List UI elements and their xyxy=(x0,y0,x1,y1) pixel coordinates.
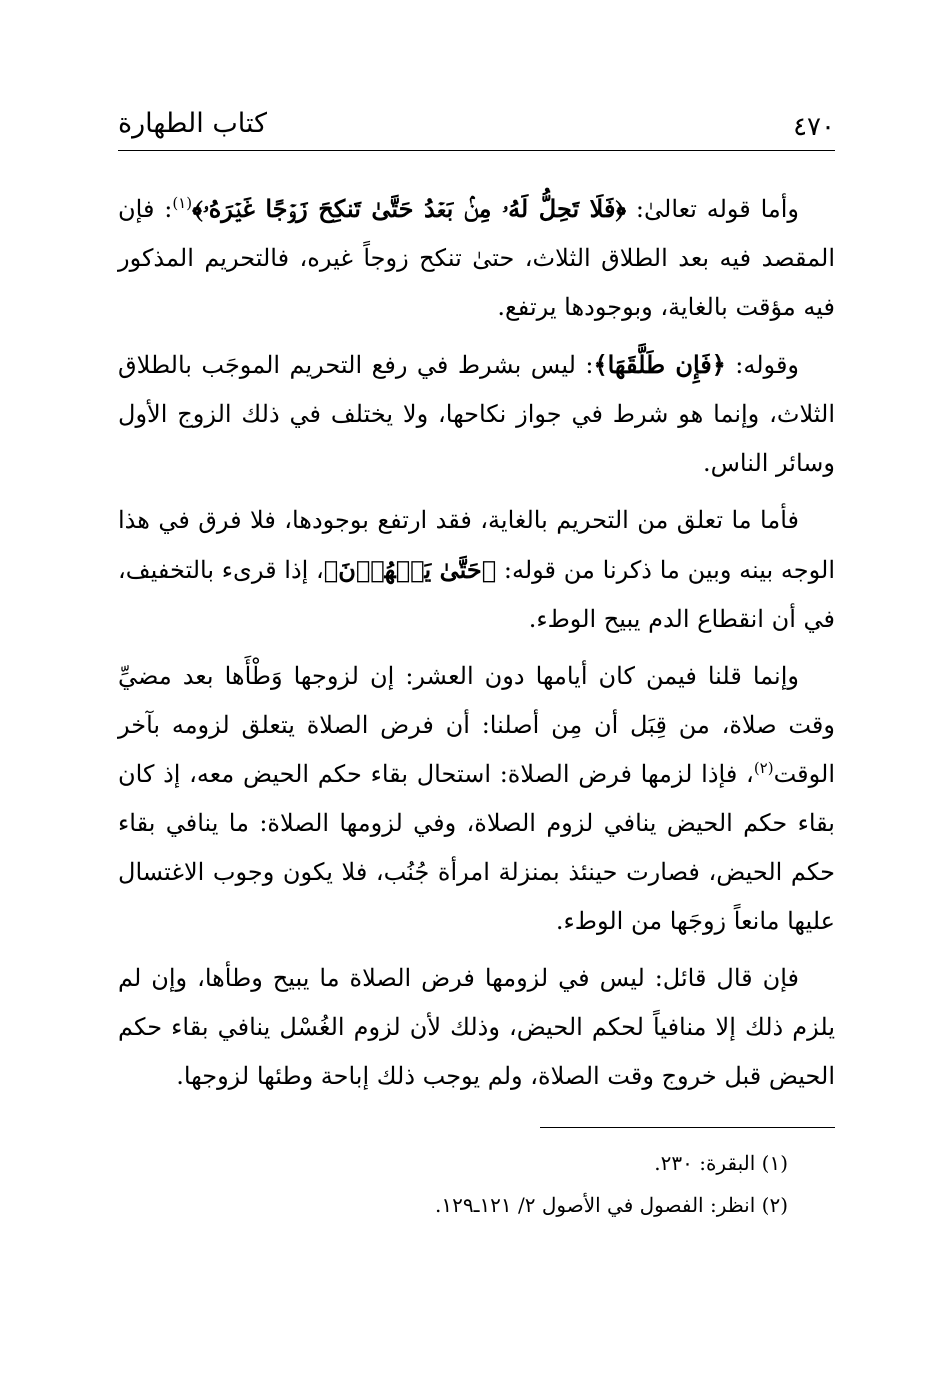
paragraph-4 xyxy=(118,652,835,946)
footnotes xyxy=(118,1142,788,1226)
paragraph-text: وقوله: xyxy=(725,351,800,379)
paragraph-1 xyxy=(118,184,835,332)
footnote-2: (٢) انظر: الفصول في الأصول ٢/ ١٢١ـ١٢٩. xyxy=(434,1193,788,1217)
quran-verse: ﴿حَتَّىٰ يَطۡهُرۡنَ﴾ xyxy=(323,555,497,584)
running-title: كتاب الطهارة xyxy=(118,108,267,139)
footnote-1: (١) البقرة: ٢٣٠. xyxy=(654,1151,788,1175)
footnote-divider xyxy=(540,1127,835,1128)
paragraph-2 xyxy=(118,340,835,488)
page-header xyxy=(118,100,835,150)
paragraph-text: ، إذا قرىء بالتخفيف، في أن انقطاع الدم يبيح الوطء. xyxy=(118,556,835,633)
quran-verse: ﴿فَلَا تَحِلُّ لَهُۥ مِنۢ بَعۡدُ حَتَّىٰ تَنكِحَ زَوۡجًا غَيۡرَهُۥ﴾ xyxy=(192,194,627,223)
footnote-ref: (١) xyxy=(172,194,193,212)
paragraph-text: فإن قال قائل: ليس في لزومها فرض الصلاة ما يبيح وطأها، وإن لم يلزم ذلك إلا منافياً لحكم الحيض، وذلك لأن لزوم الغُسْل ينافي بقاء حكم الحيض قبل خروج وقت الصلاة، ولم يوجب ذلك إباحة وطئها لزوجها. xyxy=(118,964,835,1090)
paragraph-text: وأما قوله تعالىٰ: xyxy=(626,195,799,223)
paragraph-text: : فإن المقصد فيه بعد الطلاق الثلاث، حتىٰ تنكح زوجاً غيره، فالتحريم المذكور فيه مؤقت بالغاية، وبوجودها يرتفع. xyxy=(118,195,835,321)
paragraph-3 xyxy=(118,496,835,644)
main-text xyxy=(118,184,835,1101)
paragraph-text: : ليس بشرط في رفع التحريم الموجَب بالطلاق الثلاث، وإنما هو شرط في جواز نكاحها، ولا يختلف في ذلك الزوج الأول وسائر الناس. xyxy=(118,351,835,477)
header-divider xyxy=(118,150,835,151)
paragraph-text: وإنما قلنا فيمن كان أيامها دون العشر: إن لزوجها وَطْأَها بعد مضيِّ وقت صلاة، من قِبَل أن مِن أصلنا: أن فرض الصلاة يتعلق لزومه بآخر الوقت xyxy=(118,662,836,788)
page-number: ٤٧٠ xyxy=(793,112,835,142)
paragraph-5 xyxy=(118,954,835,1101)
paragraph-text: ، فإذا لزمها فرض الصلاة: استحال بقاء حكم الحيض معه، إذ كان بقاء حكم الحيض ينافي لزوم الصلاة، وفي لزومها الصلاة: ما ينافي بقاء حكم الحيض، فصارت حينئذ بمنزلة امرأة جُنُب، فلا يكون وجوب الاغتسال عليها مانعاً زوجَها من الوطء. xyxy=(118,760,835,935)
footnote-ref: (٢) xyxy=(753,759,774,777)
paragraph-text: فأما ما تعلق من التحريم بالغاية، فقد ارتفع بوجودها، فلا فرق في هذا الوجه بينه وبين ما ذكرنا من قوله: xyxy=(118,506,836,584)
quran-verse: ﴿فَإِن طَلَّقَهَا﴾ xyxy=(593,350,726,379)
